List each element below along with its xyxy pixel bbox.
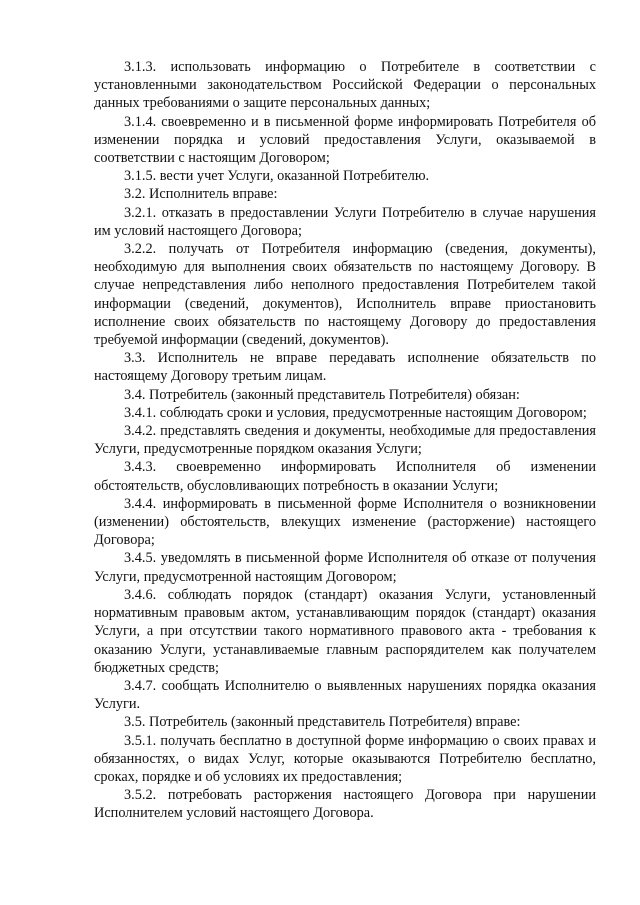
paragraph-3-4-6: 3.4.6. соблюдать порядок (стандарт) оказания Услуги, установленный нормативным правовым актом, устанавливающим порядок (стандарт) оказания Услуги, а при отсутствии такого нормативного правового акта - требования к оказанию Услуги, устанавливаемые главным распорядителем как получателем бюджетных средств; [94, 586, 596, 676]
paragraph-3-5-1: 3.5.1. получать бесплатно в доступной форме информацию о своих правах и обязанностях, о видах Услуг, которые оказываются Потребителю бесплатно, сроках, порядке и об условиях их предоставления; [94, 732, 596, 785]
paragraph-3-4-3: 3.4.3. своевременно информировать Исполнителя об изменении обстоятельств, обусловливающих потребность в оказании Услуги; [94, 459, 596, 494]
paragraph-3-2-1: 3.2.1. отказать в предоставлении Услуги Потребителю в случае нарушения им условий настоящего Договора; [94, 204, 596, 239]
paragraph-3-4-2: 3.4.2. представлять сведения и документы, необходимые для предоставления Услуги, предусмотренные порядком оказания Услуги; [94, 423, 596, 458]
paragraph-3-5: 3.5. Потребитель (законный представитель Потребителя) вправе: [124, 714, 521, 731]
paragraph-3-4: 3.4. Потребитель (законный представитель Потребителя) обязан: [124, 386, 520, 403]
paragraph-3-2-2: 3.2.2. получать от Потребителя информацию (сведения, документы), необходимую для выполнения своих обязательств по настоящему Договору. В случае непредставления либо неполного предоставления Потребителем такой информации (сведений, документов), Исполнитель вправе приостановить исполнение своих обязательств по настоящему Договору до предоставления требуемой информации (сведений, документов). [94, 241, 596, 349]
paragraph-3-1-3: 3.1.3. использовать информацию о Потребителе в соответствии с установленными законодательством Российской Федерации о персональных данных требованиями о защите персональных данных; [94, 59, 596, 112]
paragraph-3-5-2: 3.5.2. потребовать расторжения настоящего Договора при нарушении Исполнителем условий настоящего Договора. [94, 787, 596, 822]
paragraph-3-3: 3.3. Исполнитель не вправе передавать исполнение обязательств по настоящему Договору третьим лицам. [94, 350, 596, 385]
paragraph-3-4-5: 3.4.5. уведомлять в письменной форме Исполнителя об отказе от получения Услуги, предусмотренной настоящим Договором; [94, 550, 596, 585]
document-page [94, 58, 596, 823]
paragraph-3-1-5: 3.1.5. вести учет Услуги, оказанной Потребителю. [124, 168, 430, 185]
paragraph-3-4-7: 3.4.7. сообщать Исполнителю о выявленных нарушениях порядка оказания Услуги. [94, 677, 596, 713]
paragraph-3-1-4: 3.1.4. своевременно и в письменной форме информировать Потребителя об изменении порядка и условий предоставления Услуги, оказываемой в соответствии с настоящим Договором; [94, 113, 596, 167]
paragraph-3-4-4: 3.4.4. информировать в письменной форме Исполнителя о возникновении (изменении) обстоятельств, влекущих изменение (расторжение) настоящего Договора; [94, 495, 596, 549]
paragraph-3-2: 3.2. Исполнитель вправе: [124, 186, 278, 203]
paragraph-3-4-1: 3.4.1. соблюдать сроки и условия, предусмотренные настоящим Договором; [124, 404, 587, 421]
